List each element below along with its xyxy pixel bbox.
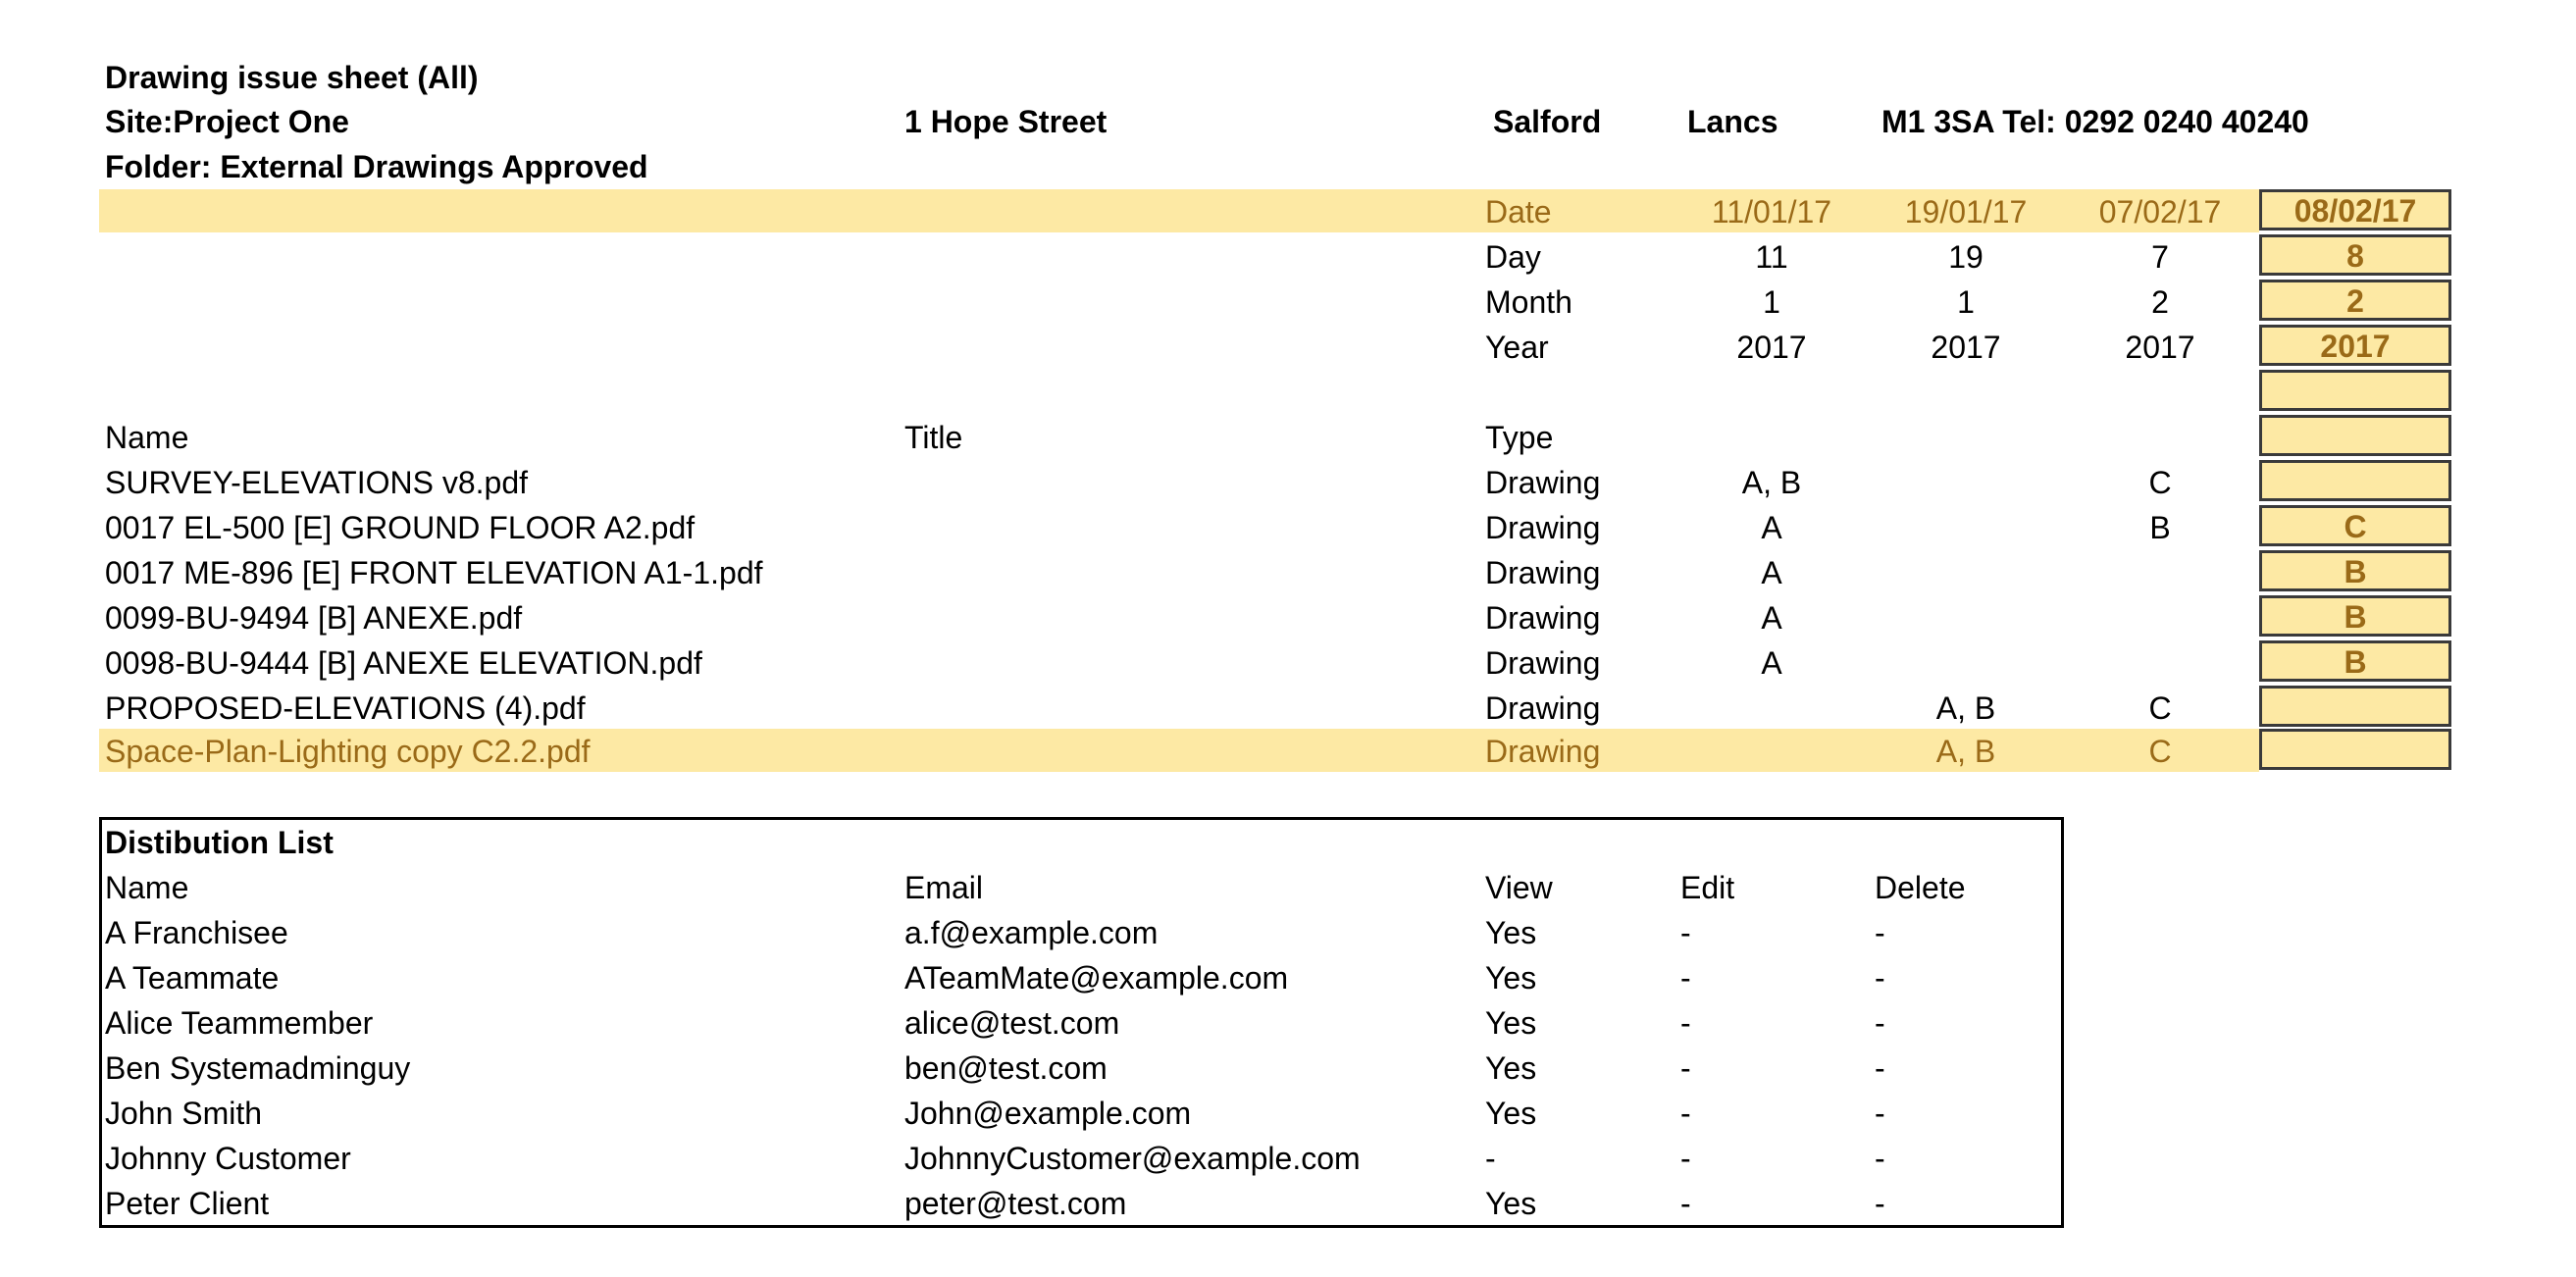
drawing-revision: B [2149, 510, 2171, 545]
current-issue-revision-cell[interactable]: B [2259, 550, 2451, 591]
dist-email[interactable]: peter@test.com [904, 1186, 1127, 1221]
drawing-name[interactable]: 0017 ME-896 [E] FRONT ELEVATION A1-1.pdf [105, 555, 763, 590]
current-issue-day-cell[interactable]: 8 [2259, 234, 2451, 276]
address-city: Salford [1493, 104, 1602, 139]
column-header-type: Type [1485, 420, 1554, 455]
date-row-label: Date [1485, 194, 1552, 230]
dist-view: Yes [1485, 1050, 1537, 1086]
issue-day: 19 [1948, 239, 1984, 275]
current-issue-empty-cell[interactable] [2259, 370, 2451, 411]
issue-date: 07/02/17 [2098, 194, 2222, 230]
dist-view: Yes [1485, 915, 1537, 950]
current-issue-revision-cell[interactable]: C [2259, 505, 2451, 546]
dist-view: Yes [1485, 1005, 1537, 1041]
address-street: 1 Hope Street [904, 104, 1108, 139]
dist-name: John Smith [105, 1096, 263, 1131]
site-name: Site:Project One [105, 104, 349, 139]
dist-view: Yes [1485, 960, 1537, 996]
issue-month: 1 [1763, 284, 1780, 320]
current-issue-revision-cell[interactable]: B [2259, 595, 2451, 637]
dist-delete: - [1875, 1096, 1885, 1131]
dist-delete: - [1875, 1186, 1885, 1221]
distribution-list-title: Distibution List [105, 825, 334, 860]
dist-edit: - [1680, 1096, 1691, 1131]
dist-header-delete: Delete [1875, 870, 1966, 905]
dist-delete: - [1875, 915, 1885, 950]
dist-edit: - [1680, 1050, 1691, 1086]
current-issue-revision-cell[interactable]: B [2259, 640, 2451, 682]
address-postcode-tel: M1 3SA Tel: 0292 0240 40240 [1881, 104, 2309, 139]
issue-day: 11 [1755, 239, 1788, 275]
drawing-name[interactable]: 0098-BU-9444 [B] ANEXE ELEVATION.pdf [105, 645, 702, 681]
current-issue-month-cell[interactable]: 2 [2259, 280, 2451, 321]
dist-email[interactable]: JohnnyCustomer@example.com [904, 1141, 1361, 1176]
drawing-revision: A [1761, 555, 1782, 590]
drawing-name[interactable]: 0017 EL-500 [E] GROUND FLOOR A2.pdf [105, 510, 696, 545]
current-issue-revision-cell[interactable] [2259, 460, 2451, 501]
drawing-revision: A, B [1935, 734, 1996, 769]
dist-delete: - [1875, 1141, 1885, 1176]
dist-delete: - [1875, 1005, 1885, 1041]
current-issue-revision-cell[interactable] [2259, 686, 2451, 727]
drawing-type: Drawing [1485, 555, 1601, 590]
issue-day: 7 [2151, 239, 2169, 275]
dist-header-name: Name [105, 870, 189, 905]
drawing-type: Drawing [1485, 600, 1601, 636]
dist-delete: - [1875, 960, 1885, 996]
sheet-title: Drawing issue sheet (All) [105, 60, 479, 95]
dist-email[interactable]: alice@test.com [904, 1005, 1120, 1041]
year-row-label: Year [1485, 330, 1549, 365]
dist-edit: - [1680, 960, 1691, 996]
dist-name: A Franchisee [105, 915, 288, 950]
drawing-type: Drawing [1485, 465, 1601, 500]
dist-name: Ben Systemadminguy [105, 1050, 411, 1086]
dist-name: Alice Teammember [105, 1005, 374, 1041]
issue-month: 1 [1957, 284, 1975, 320]
issue-year: 2017 [2125, 330, 2195, 365]
drawing-type: Drawing [1485, 645, 1601, 681]
dist-email[interactable]: ATeamMate@example.com [904, 960, 1289, 996]
drawing-revision: A [1761, 645, 1782, 681]
dist-edit: - [1680, 1141, 1691, 1176]
drawing-revision: C [2148, 465, 2172, 500]
issue-year: 2017 [1931, 330, 2001, 365]
issue-year: 2017 [1736, 330, 1807, 365]
month-row-label: Month [1485, 284, 1572, 320]
day-row-label: Day [1485, 239, 1541, 275]
drawing-type: Drawing [1485, 734, 1601, 769]
issue-date: 19/01/17 [1904, 194, 2028, 230]
dist-name: Johnny Customer [105, 1141, 351, 1176]
dist-edit: - [1680, 915, 1691, 950]
drawing-revision: A, B [1935, 690, 1996, 726]
dist-header-edit: Edit [1680, 870, 1735, 905]
drawing-name[interactable]: 0099-BU-9494 [B] ANEXE.pdf [105, 600, 523, 636]
dist-email[interactable]: John@example.com [904, 1096, 1192, 1131]
drawing-revision: C [2148, 690, 2172, 726]
drawing-name[interactable]: PROPOSED-ELEVATIONS (4).pdf [105, 690, 586, 726]
dist-name: Peter Client [105, 1186, 270, 1221]
dist-edit: - [1680, 1186, 1691, 1221]
drawing-revision: C [2148, 734, 2172, 769]
drawing-revision: A [1761, 600, 1782, 636]
drawing-name-selected[interactable]: Space-Plan-Lighting copy C2.2.pdf [105, 734, 591, 769]
drawing-type: Drawing [1485, 690, 1601, 726]
drawing-revision: A [1761, 510, 1782, 545]
current-issue-year-cell[interactable]: 2017 [2259, 325, 2451, 366]
current-issue-revision-cell[interactable] [2259, 729, 2451, 770]
dist-view: Yes [1485, 1186, 1537, 1221]
dist-view: - [1485, 1141, 1496, 1176]
issue-month: 2 [2151, 284, 2169, 320]
dist-delete: - [1875, 1050, 1885, 1086]
drawing-type: Drawing [1485, 510, 1601, 545]
address-county: Lancs [1687, 104, 1778, 139]
current-issue-date-cell[interactable]: 08/02/17 [2259, 189, 2451, 230]
dist-name: A Teammate [105, 960, 280, 996]
dist-header-view: View [1485, 870, 1553, 905]
dist-view: Yes [1485, 1096, 1537, 1131]
folder-name: Folder: External Drawings Approved [105, 149, 648, 184]
column-header-name: Name [105, 420, 189, 455]
current-issue-header-cell[interactable] [2259, 415, 2451, 456]
dist-email[interactable]: a.f@example.com [904, 915, 1159, 950]
issue-date: 11/01/17 [1711, 194, 1832, 230]
dist-email[interactable]: ben@test.com [904, 1050, 1108, 1086]
drawing-revision: A, B [1741, 465, 1802, 500]
drawing-name[interactable]: SURVEY-ELEVATIONS v8.pdf [105, 465, 528, 500]
column-header-title: Title [904, 420, 963, 455]
dist-header-email: Email [904, 870, 984, 905]
dist-edit: - [1680, 1005, 1691, 1041]
